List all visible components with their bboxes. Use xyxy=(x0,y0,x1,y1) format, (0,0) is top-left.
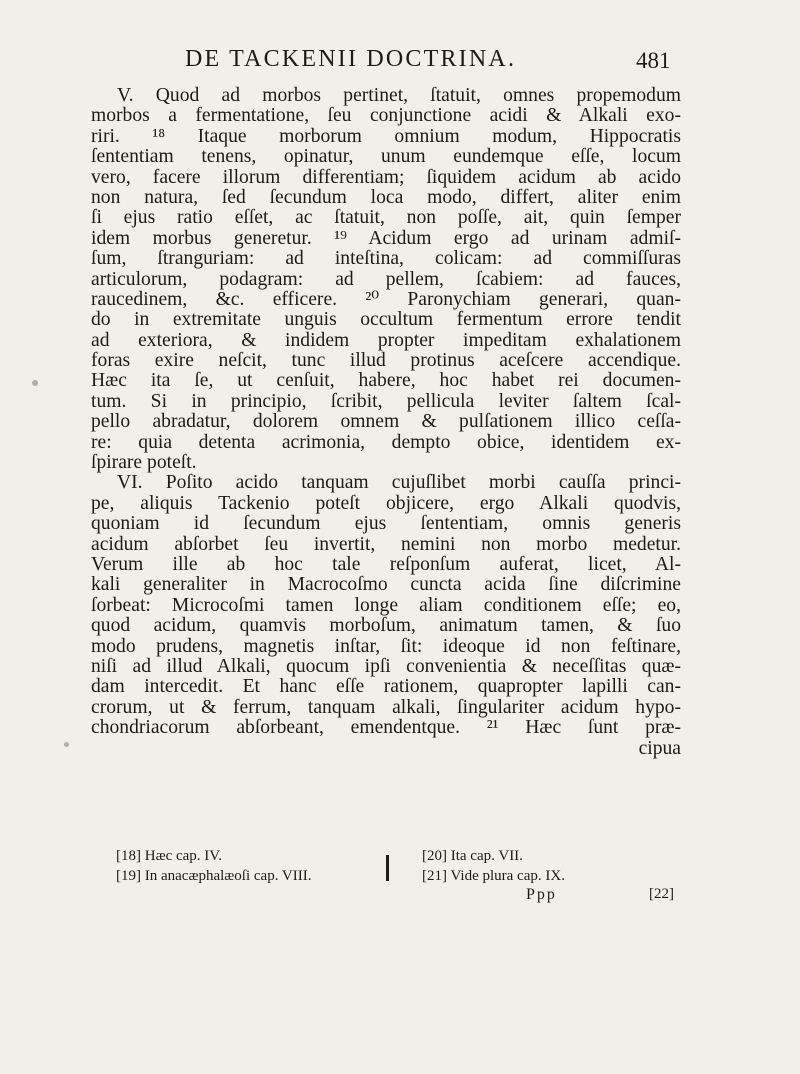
footnote-divider xyxy=(386,855,389,881)
text-line: modo prudens, magnetis inſtar, ſit: ideoque id non feſtinare, xyxy=(91,635,681,657)
text-line: Verum ille ab hoc tale reſponſum auferat, licet, Al- xyxy=(91,553,681,575)
text-line: ad exteriora, & indidem propter impeditam exhalationem xyxy=(91,329,681,351)
text-line: vero, facere illorum differentiam; ſiquidem acidum ab acido xyxy=(91,166,681,188)
footnote-18: [18] Hæc cap. IV. xyxy=(116,848,222,864)
text-line: acidum abſorbet ſeu invertit, nemini non morbo medetur. xyxy=(91,533,681,555)
text-line: foras exire neſcit, tunc illud protinus aceſcere accendique. xyxy=(91,350,681,372)
text-line: idem morbus generetur. ¹⁹ Acidum ergo ad urinam admiſ- xyxy=(91,227,681,249)
text-line: ſum, ſtranguriam: ad inteſtina, colicam: ad commiſſuras xyxy=(91,248,681,270)
text-line: kali generaliter in Macrocoſmo cuncta acida ſine diſcrimine xyxy=(91,574,681,596)
ink-speck xyxy=(64,742,69,747)
text-line: VI. Poſito acido tanquam cujuſlibet morbi cauſſa princi- xyxy=(117,472,681,494)
text-line: re: quia detenta acrimonia, dempto obice, identidem ex- xyxy=(91,431,681,453)
text-line: articulorum, podagram: ad pellem, ſcabiem: ad fauces, xyxy=(91,268,681,290)
running-title: DE TACKENII DOCTRINA. xyxy=(185,46,517,72)
text-line: tum. Si in principio, ſcribit, pellicula leviter ſaltem ſcal- xyxy=(91,390,681,412)
text-line: ſententiam tenens, opinatur, unum eundemque eſſe, locum xyxy=(91,146,681,168)
text-line: V. Quod ad morbos pertinet, ſtatuit, omnes propemodum xyxy=(117,85,681,106)
text-line: pello abradatur, dolorem omnem & pulſationem illico ceſſa- xyxy=(91,411,681,433)
footnote-19: [19] In anacæphalæoſi cap. VIII. xyxy=(116,868,312,884)
body-text xyxy=(91,86,681,759)
text-line: ſi ejus ratio eſſet, ac ſtatuit, non poſſe, ait, quin ſemper xyxy=(91,207,681,229)
text-line: crorum, ut & ferrum, tanquam alkali, ſingulariter acidum hypo- xyxy=(91,696,681,718)
text-line: quod acidum, quamvis morboſum, animatum tamen, & ſuo xyxy=(91,615,681,637)
catchword: [22] xyxy=(649,886,674,902)
page-number: 481 xyxy=(636,48,671,73)
text-line: pe, aliquis Tackenio poteſt objicere, ergo Alkali quodvis, xyxy=(91,492,681,514)
ink-speck xyxy=(32,380,38,386)
page-header xyxy=(0,44,800,84)
text-line: niſi ad illud Alkali, quocum ipſi convenientia & neceſſitas quæ- xyxy=(91,655,681,677)
signature-mark: Ppp xyxy=(526,886,557,903)
text-line: cipua xyxy=(638,737,681,759)
footnote-20: [20] Ita cap. VII. xyxy=(422,848,523,864)
footnotes xyxy=(116,846,716,916)
text-line: non natura, ſed ſecundum loca modo, differt, aliter enim xyxy=(91,186,681,208)
footnote-21: [21] Vide plura cap. IX. xyxy=(422,868,565,884)
text-line: dam intercedit. Et hanc eſſe rationem, quapropter lapilli can- xyxy=(91,676,681,698)
text-line: do in extremitate unguis occultum fermentum errore tendit xyxy=(91,309,681,331)
text-line: riri. ¹⁸ Itaque morborum omnium modum, Hippocratis xyxy=(91,125,681,147)
text-line: quoniam id ſecundum ejus ſententiam, omnis generis xyxy=(91,513,681,535)
text-line: ſpirare poteſt. xyxy=(91,452,197,474)
text-line: ſorbeat: Microcoſmi tamen longe aliam conditionem eſſe; eo, xyxy=(91,594,681,616)
text-line: Hæc ita ſe, ut cenſuit, habere, hoc habet rei documen- xyxy=(91,370,681,392)
text-line: morbos a fermentatione, ſeu conjunctione acidi & Alkali exo- xyxy=(91,105,681,127)
text-line: chondriacorum abſorbeant, emendentque. ²¹ Hæc ſunt præ- xyxy=(91,717,681,739)
text-line: raucedinem, &c. efficere. ²⁰ Paronychiam generari, quan- xyxy=(91,288,681,310)
